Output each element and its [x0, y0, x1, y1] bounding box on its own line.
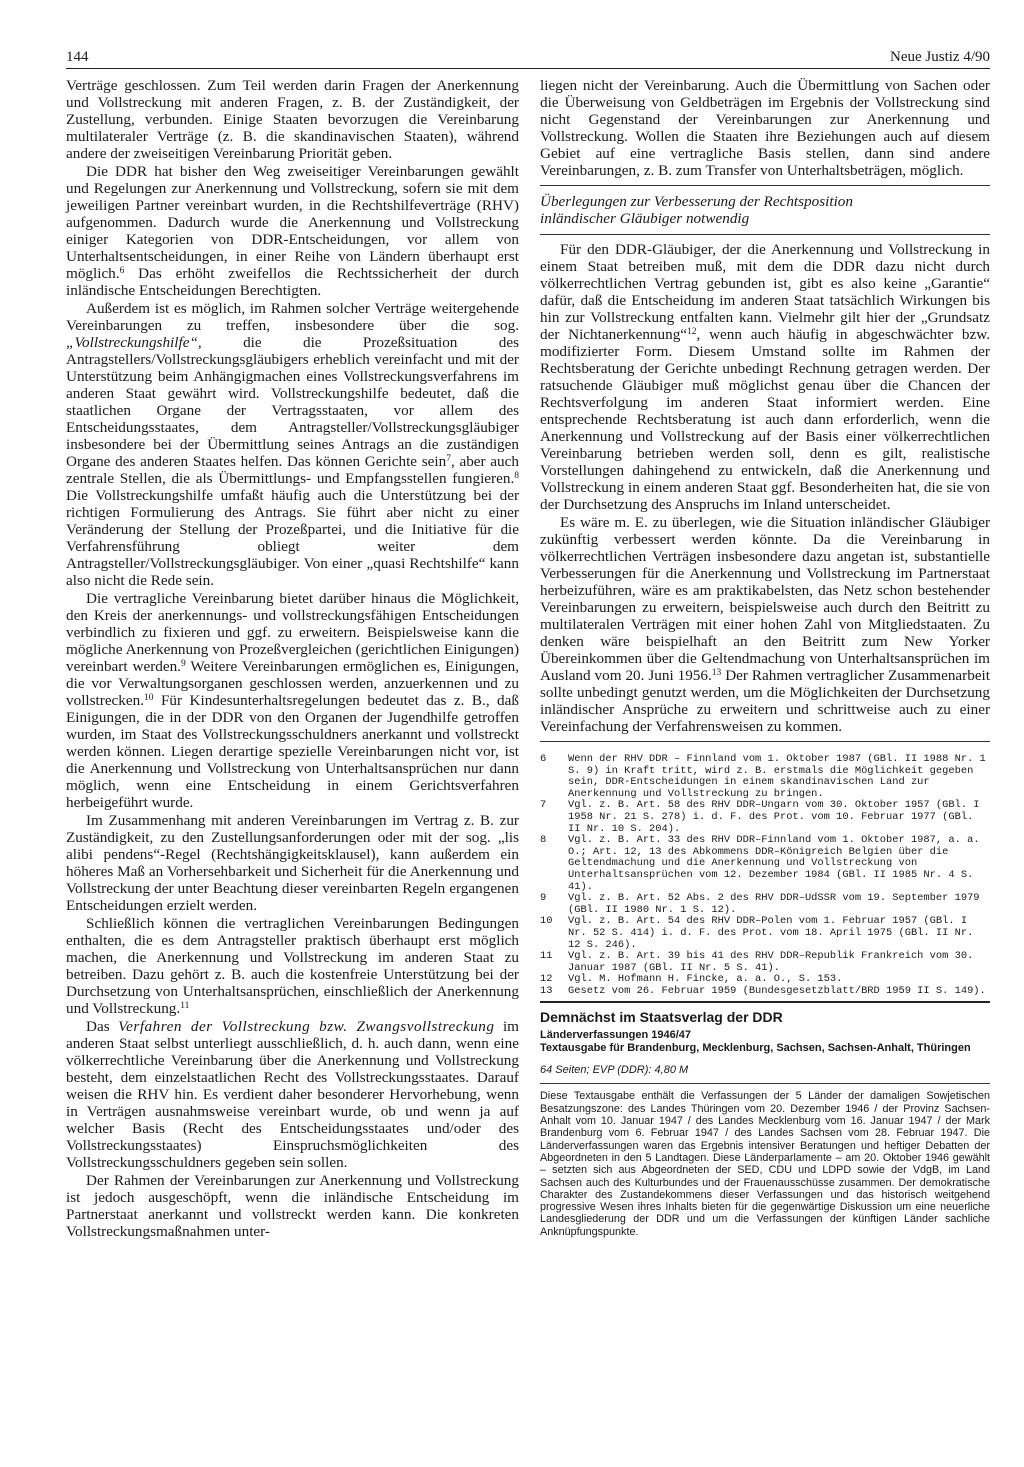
- announcement-heading: Demnächst im Staatsverlag der DDR: [540, 1009, 783, 1026]
- footnote-ref[interactable]: 10: [144, 693, 154, 703]
- emphasized-term: Verfahren der Vollstreckung bzw. Zwangsvollstreckung: [118, 1018, 495, 1035]
- footnote: 9 Vgl. z. B. Art. 52 Abs. 2 des RHV DDR–UdSSR vom 19. September 1979 (GBl. II 1980 Nr. 1 S. 12).: [540, 892, 980, 916]
- footnote-ref[interactable]: 11: [180, 1001, 190, 1011]
- footnotes: [540, 754, 990, 997]
- footnote: 8 Vgl. z. B. Art. 33 des RHV DDR–Finnland vom 1. Oktober 1987, a. a. O.; Art. 12, 13 des Abkommens DDR–Königreich Belgien über die Geltendmachung und die Anerkennung und Vollstreckung von Unterhaltsansprüchen vom 12. Dezember 1984 (GBl. II 1985 Nr. 4 S. 41).: [540, 834, 980, 893]
- page-header: [66, 48, 990, 69]
- book-subtitle: Textausgabe für Brandenburg, Mecklenburg, Sachsen, Sachsen-Anhalt, Thüringen: [540, 1041, 971, 1054]
- page-number: 144: [66, 49, 89, 65]
- footnote: 12 Vgl. M. Hofmann H. Fincke, a. a. O., S. 153.: [540, 973, 843, 986]
- section-heading: Überlegungen zur Verbesserung der Rechtsposition inländischer Gläubiger notwendig: [540, 193, 853, 227]
- footnote-ref[interactable]: 7: [446, 454, 451, 464]
- paragraph: Verträge geschlossen. Zum Teil werden darin Fragen der Anerkennung und Vollstreckung mit anderen Fragen, z. B. der Zuständigkeit, der Zustellung, verbunden. Einige Staaten bevorzugen die Vereinbarung multilateraler Verträge (z. B. die skandinavischen Staaten), während andere der zweiseitigen Vereinbarung Priorität geben.: [66, 77, 519, 162]
- divider: [540, 234, 990, 235]
- paragraph: Für den DDR-Gläubiger, der die Anerkennung und Vollstreckung in einem Staat betreiben muß, mit dem die DDR dazu nicht durch völkerrechtlichen Vertrag gebunden ist, gibt es also keine „Garantie“ dafür, daß die Entscheidung im anderen Staat tatsächlich Wirkungen bis hin zur Vollstreckung entfalten kann. Vielmehr gilt hier der „Grundsatz der Nichtanerkennung“$^{12}$, wenn auch häufig in abgeschwächter bzw. modifizierter Form. Diesem Umstand sollte im Rahmen der Rechtsberatung der Gerichte unbedingt Rechnung getragen werden. Der ratsuchende Gläubiger muß möglichst genau über die Chancen der Rechtsverfolgung im anderen Staat informiert werden. Eine entsprechende Rechtsberatung ist auch dann erforderlich, wenn die Anerkennung und Vollstreckung auf der Basis einer völkerrechtlichen Vereinbarung betrieben werden soll, denn es gilt, realistische Vorstellungen dahingehend zu entwickeln, daß die Anerkennung und Vollstreckung in einem anderen Staat ggf. Besonderheiten hat, die sie von der Durchsetzung des Anspruchs im Inland unterscheidet.: [540, 241, 990, 513]
- book-price: 64 Seiten; EVP (DDR): 4,80 M: [540, 1064, 689, 1077]
- footnote: 7 Vgl. z. B. Art. 58 des RHV DDR–Ungarn vom 30. Oktober 1957 (GBl. I 1958 Nr. 21 S. 278) i. d. F. des Prot. vom 10. Februar 1977 (GBl. II Nr. 10 S. 204).: [540, 799, 980, 835]
- footnote-ref[interactable]: 9: [180, 659, 186, 669]
- divider: [540, 185, 990, 186]
- paragraph: Außerdem ist es möglich, im Rahmen solcher Verträge weitergehende Vereinbarungen zu treffen, insbesondere über die sog. „Vollstreckungshilfe“, die die Prozeßsituation des Antragstellers/Vollstreckungsgläubigers erheblich vereinfacht und mit der Unterstützung beim Anhängigmachen eines Vollstreckungsverfahrens im anderen Staat gewährt wird. Vollstreckungshilfe bedeutet, daß die staatlichen Organe der Vertragsstaaten, vor allem des Entscheidungsstaates, dem Antragsteller/Vollstreckungsgläubiger insbesondere bei der Übermittlung seines Antrags an die zuständigen Organe des anderen Staates helfen. Das können Gerichte sein$^7$, aber auch zentrale Stellen, die als Übermittlungs- und Empfangsstellen fungieren.$^8$ Die Vollstreckungshilfe umfaßt häufig auch die Unterstützung bei der richtigen Formulierung des Antrags. Sie führt aber nicht zu einer Veränderung der Stellung der Prozeßpartei, und die Initiative für die Verfahrensführung obliegt weiter dem Antragsteller/Vollstreckungsgläubiger. Von einer „quasi Rechtshilfe“ kann also nicht die Rede sein.: [66, 300, 519, 589]
- left-column: [66, 77, 519, 1241]
- divider: [540, 1083, 990, 1084]
- footnote: 6 Wenn der RHV DDR – Finnland vom 1. Oktober 1987 (GBl. II 1988 Nr. 1 S. 9) in Kraft tritt, wird z. B. erstmals die Möglichkeit gegeben sein, DDR-Entscheidungen in einem skandinavischen Land zur Anerkennung und Vollstreckung zu bringen.: [540, 753, 986, 800]
- footnote-ref[interactable]: 6: [119, 266, 125, 276]
- divider: [540, 1001, 990, 1003]
- paragraph: Die DDR hat bisher den Weg zweiseitiger Vereinbarungen gewählt und Regelungen zur Anerkennung und Vollstreckung, sofern sie mit dem jeweiligen Partner vereinbart wurden, in die Rechtshilfeverträge (RHV) aufgenommen. Dadurch wurde die Anerkennung und Vollstreckung einiger Kategorien von DDR-Entscheidungen, vor allem von Unterhaltsentscheidungen, in einer Reihe von Ländern überhaupt erst möglich.$^6$ Das erhöht zweifellos die Rechtssicherheit der durch inländische Entscheidungen Berechtigten.: [66, 163, 519, 299]
- announcement-body: Diese Textausgabe enthält die Verfassungen der 5 Länder der damaligen Sowjetischen Besatzungszone: des Landes Thüringen vom 20. Dezember 1946 / der Provinz Sachsen-Anhalt vom 10. Januar 1947 / des Landes Mecklenburg vom 16. Januar 1947 / der Mark Brandenburg vom 6. Februar 1947 / des Landes Sachsen vom 28. Februar 1947. Die Länderverfassungen waren das Ergebnis intensiver Beratungen und heftiger Debatten der Abgeordneten in den 5 Landtagen. Diese Länderparlamente – am 20. Oktober 1946 gewählt – setzten sich aus Abgeordneten der SED, CDU und LDPD sowie der VdgB, im Land Sachsen auch des Kulturbundes und der Frauenausschüsse zusammen. Der demokratische Charakter des Zustandekommens dieser Verfassungen und das historisch weitgehend progressive Wesen ihres Inhalts bieten für die gegenwärtige Diskussion um eine neuerliche Landesgliederung der DDR und um die Verfassungen der künftigen Länder sachliche Anknüpfungspunkte.: [540, 1090, 990, 1238]
- right-column: [540, 77, 990, 1238]
- paragraph: liegen nicht der Vereinbarung. Auch die Übermittlung von Sachen oder die Überweisung von Geldbeträgen im Ergebnis der Vollstreckung sind nicht Gegenstand der Vereinbarungen zur Anerkennung und Vollstreckung. Wollen die Staaten ihre Beziehungen auch auf diesem Gebiet auf eine vertragliche Basis stellen, dann sind andere Vereinbarungen, z. B. zum Transfer von Unterhaltsbeträgen, möglich.: [540, 77, 990, 179]
- paragraph: Schließlich können die vertraglichen Vereinbarungen Bedingungen enthalten, die es dem Antragsteller praktisch überhaupt erst möglich machen, die Anerkennung und Vollstreckung im anderen Staat zu betreiben. Dazu gehört z. B. auch die kostenfreie Unterstützung bei der Durchsetzung von Unterhaltsansprüchen, einschließlich der Anerkennung und Vollstreckung.$^{11}$: [66, 915, 519, 1017]
- paragraph: Der Rahmen der Vereinbarungen zur Anerkennung und Vollstreckung ist jedoch ausgeschöpft, wenn die inländische Entscheidung im Partnerstaat anerkannt und vollstreckt werden kann. Die konkreten Vollstreckungsmaßnahmen unter-: [66, 1172, 519, 1240]
- footnote: 11 Vgl. z. B. Art. 39 bis 41 des RHV DDR–Republik Frankreich vom 30. Januar 1987 (GBl. II Nr. 5 S. 41).: [540, 950, 974, 974]
- footnote: 13 Gesetz vom 26. Februar 1959 (Bundesgesetzblatt/BRD 1959 II S. 149).: [540, 984, 986, 997]
- footnote-ref[interactable]: 8: [514, 471, 519, 481]
- footnote-ref[interactable]: 12: [687, 327, 697, 337]
- journal-issue: Neue Justiz 4/90: [890, 49, 990, 65]
- paragraph: Die vertragliche Vereinbarung bietet darüber hinaus die Möglichkeit, den Kreis der anerkennungs- und vollstreckungsfähigen Entscheidungen verbindlich zu fixieren und ggf. zu erweitern. Beispielsweise kann die mögliche Anerkennung von Prozeßvergleichen (gerichtlichen Einigungen) vereinbart werden.$^9$ Weitere Vereinbarungen ermöglichen es, Einigungen, die vor Verwaltungsorganen geschlossen werden, anzuerkennen und zu vollstrecken.$^{10}$ Für Kindesunterhaltsregelungen bedeutet das z. B., daß Einigungen, die in der DDR von den Organen der Jugendhilfe getroffen wurden, im Staat des Vollstreckungsschuldners anerkannt und vollstreckt werden können. Liegen derartige spezielle Vereinbarungen nicht vor, ist die Anerkennung und Vollstreckung von Unterhaltsansprüchen nur dann möglich, wenn eine Entscheidung in einem Gerichtsverfahren herbeigeführt wurde.: [66, 590, 519, 811]
- divider: [540, 741, 990, 742]
- book-title: Länderverfassungen 1946/47: [540, 1029, 692, 1042]
- footnote-ref[interactable]: 13: [711, 668, 722, 678]
- emphasized-term: „Vollstreckungshilfe“: [66, 334, 198, 351]
- publisher-announcement: [540, 1009, 990, 1238]
- paragraph: Im Zusammenhang mit anderen Vereinbarungen im Vertrag z. B. zur Zuständigkeit, zu den Zustellungsanforderungen oder mit der sog. „lis alibi pendens“-Regel (Rechtshängigkeitsklausel), kann außerdem ein höheres Maß an Vorhersehbarkeit und Sicherheit für die Anerkennung und Vollstreckung der unter Beachtung dieser vereinbarten Regeln ergangenen Entscheidungen erzielt werden.: [66, 812, 519, 914]
- paragraph: Es wäre m. E. zu überlegen, wie die Situation inländischer Gläubiger zukünftig verbessert werden könnte. Da die Vereinbarung in völkerrechtlichen Verträgen insbesondere dazu angetan ist, substantielle Verbesserungen für die Anerkennung und Vollstreckung im Partnerstaat herbeizuführen, wäre es am praktikabelsten, das Netz schon bestehender Vereinbarungen zu erweitern, beispielsweise auch durch den Beitritt zu multilateralen Verträgen mit einer hohen Zahl von Mitgliedstaaten. Zu denken wäre beispielhaft an den Beitritt zum New Yorker Übereinkommen über die Geltendmachung von Unterhaltsansprüchen im Ausland vom 20. Juni 1956.13 Der Rahmen vertraglicher Zusammenarbeit sollte unbedingt genutzt werden, um die Möglichkeiten der Durchsetzung inländischer Ansprüche zu erweitern und schrittweise auch zu einer Vereinfachung der Verfahrensweisen zu kommen.: [540, 514, 990, 735]
- footnote: 10 Vgl. z. B. Art. 54 des RHV DDR–Polen vom 1. Februar 1957 (GBl. I Nr. 52 S. 414) i. d. F. des Prot. vom 18. April 1975 (GBl. II Nr. 12 S. 246).: [540, 915, 974, 951]
- paragraph: Das Verfahren der Vollstreckung bzw. Zwangsvollstreckung im anderen Staat selbst unterliegt ausschließlich, d. h. auch dann, wenn eine völkerrechtliche Vereinbarung über die Anerkennung und Vollstreckung besteht, dem einzelstaatlichen Recht des Vollstreckungsstaates. Darauf weisen die RHV hin. Es verdient daher besonderer Hervorhebung, wenn in Verträgen ausnahmsweise vereinbart wurde, ob und wenn ja auf welcher Basis (Recht des Entscheidungsstaates und/oder des Vollstreckungsstaates) Einspruchsmöglichkeiten des Vollstreckungsschuldners gegeben sein sollen.: [66, 1018, 519, 1171]
